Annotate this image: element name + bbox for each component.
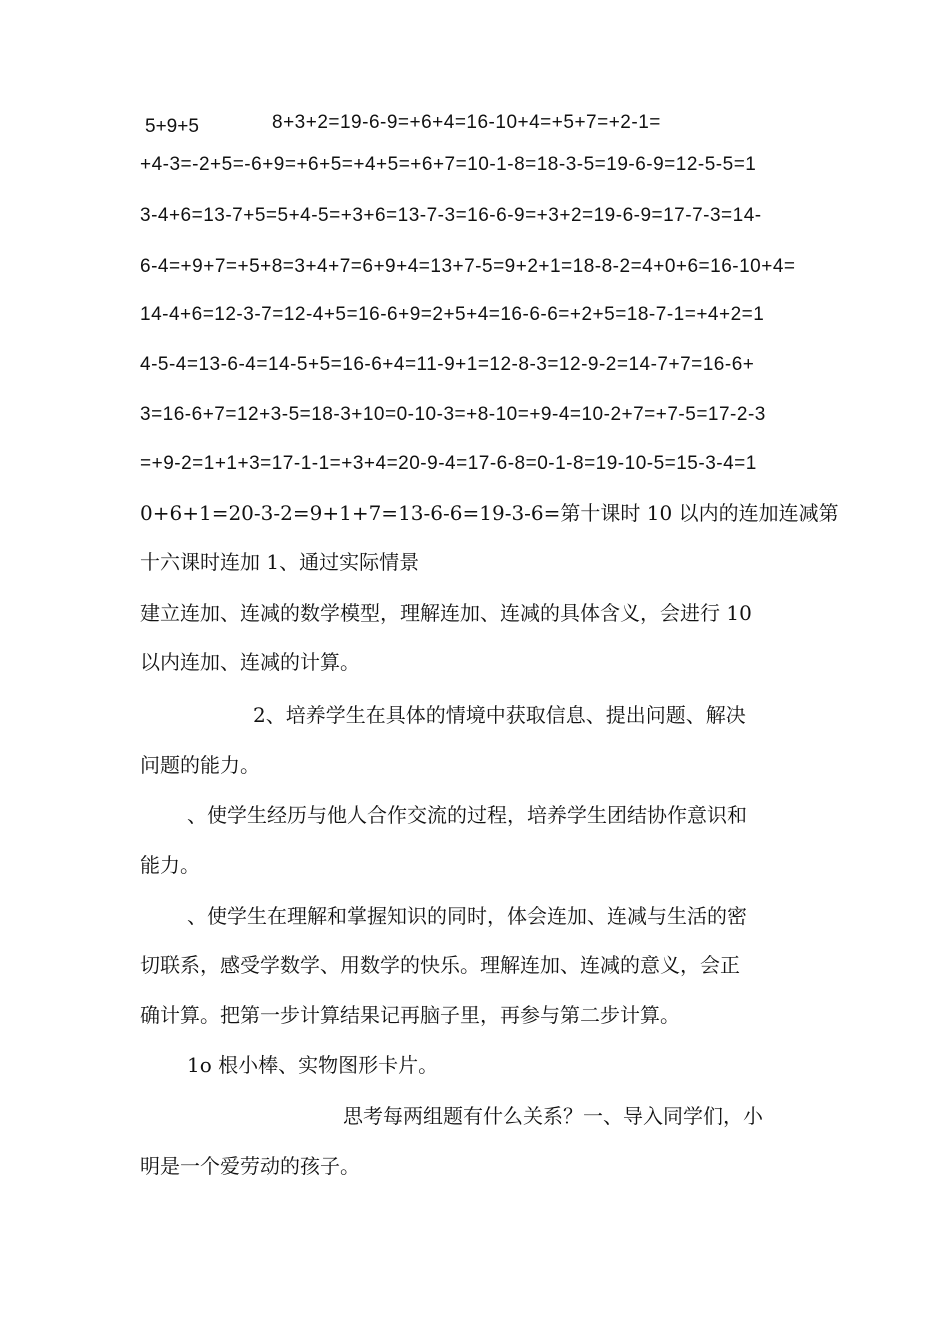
math-line: 6-4=+9+7=+5+8=3+4+7=6+9+4=13+7-5=9+2+1=18-8-2=4+0+6=16-10+4= — [140, 256, 796, 277]
math-line: +4-3=-2+5=-6+9=+6+5=+4+5=+6+7=10-1-8=18-3-5=19-6-9=12-5-5=1 — [140, 154, 757, 175]
math-line: 8+3+2=19-6-9=+6+4=16-10+4=+5+7=+2-1= — [272, 112, 661, 133]
math-line: =+9-2=1+1+3=17-1-1=+3+4=20-9-4=17-6-8=0-1-8=19-10-5=15-3-4=1 — [140, 453, 757, 474]
math-line: 4-5-4=13-6-4=14-5+5=16-6+4=11-9+1=12-8-3=12-9-2=14-7+7=16-6+ — [140, 354, 755, 375]
paragraph-line: 1o 根小棒、实物图形卡片。 — [187, 1053, 439, 1077]
math-line: 3-4+6=13-7+5=5+4-5=+3+6=13-7-3=16-6-9=+3+2=19-6-9=17-7-3=14- — [140, 205, 762, 226]
paragraph-line: 、使学生经历与他人合作交流的过程，培养学生团结协作意识和 — [187, 803, 747, 827]
math-line: 14-4+6=12-3-7=12-4+5=16-6+9=2+5+4=16-6-6=+2+5=18-7-1=+4+2=1 — [140, 304, 765, 325]
paragraph-line: 思考每两组题有什么关系？一、导入同学们，小 — [343, 1104, 763, 1128]
paragraph-line: 切联系，感受学数学、用数学的快乐。理解连加、连减的意义，会正 — [140, 953, 740, 977]
paragraph-line: 确计算。把第一步计算结果记再脑子里，再参与第二步计算。 — [140, 1003, 680, 1027]
math-line: 3=16-6+7=12+3-5=18-3+10=0-10-3=+8-10=+9-4=10-2+7=+7-5=17-2-3 — [140, 404, 766, 425]
paragraph-line: 能力。 — [140, 853, 200, 877]
paragraph-line: 、使学生在理解和掌握知识的同时，体会连加、连减与生活的密 — [187, 904, 747, 928]
math-fragment: 5+9+5 — [145, 116, 199, 132]
paragraph-line: 建立连加、连减的数学模型，理解连加、连减的具体含义，会进行 10 — [140, 601, 752, 625]
paragraph-line: 问题的能力。 — [140, 753, 260, 777]
paragraph-line: 2、培养学生在具体的情境中获取信息、提出问题、解决 — [253, 703, 746, 727]
paragraph-line: 明是一个爱劳动的孩子。 — [140, 1154, 360, 1178]
paragraph-line: 十六课时连加 1、通过实际情景 — [140, 550, 420, 574]
paragraph-line: 以内连加、连减的计算。 — [140, 650, 360, 674]
mixed-line: 0+6+1=20-3-2=9+1+7=13-6-6=19-3-6=第十课时 10 以内的连加连减第 — [140, 501, 839, 525]
